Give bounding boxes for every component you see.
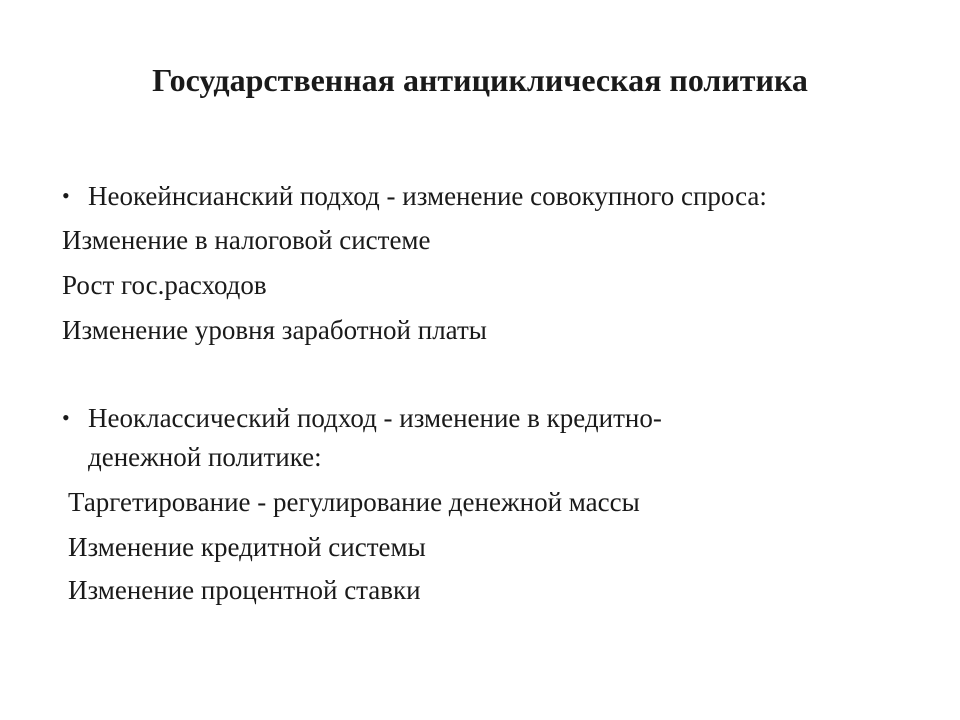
section1-item: Изменение уровня заработной платы bbox=[62, 315, 487, 345]
slide-title: Государственная антициклическая политика bbox=[152, 62, 808, 98]
bullet-icon: • bbox=[62, 405, 70, 430]
section2-heading: Неоклассический подход - изменение в кредитно- bbox=[88, 403, 662, 433]
section2-item: Изменение процентной ставки bbox=[68, 575, 421, 605]
section2-heading-continued: денежной политике: bbox=[88, 442, 322, 472]
section1-item: Изменение в налоговой системе bbox=[62, 225, 431, 255]
section1-item: Рост гос.расходов bbox=[62, 270, 267, 300]
section1-heading: Неокейнсианский подход - изменение совокупного спроса: bbox=[88, 181, 767, 211]
bullet-icon: • bbox=[62, 183, 70, 208]
section2-item: Таргетирование - регулирование денежной массы bbox=[68, 487, 640, 517]
section2-item: Изменение кредитной системы bbox=[68, 532, 426, 562]
